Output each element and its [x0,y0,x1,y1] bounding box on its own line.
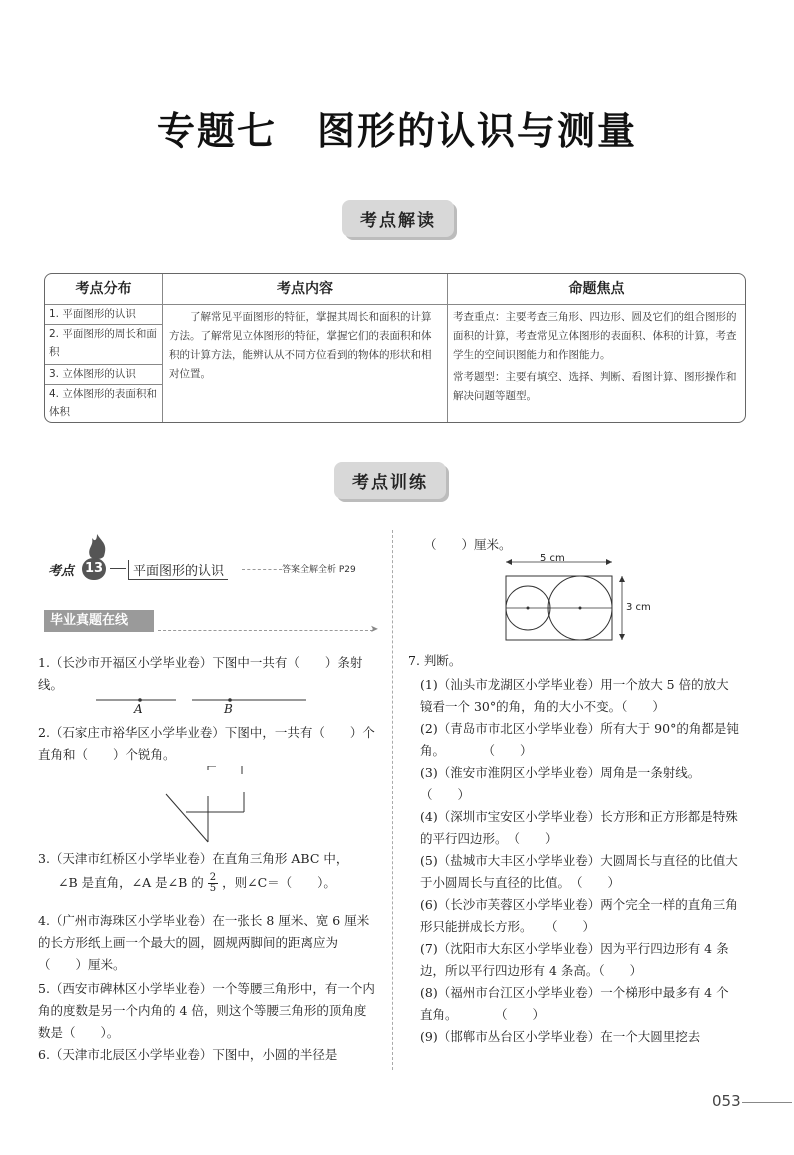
fraction [208,873,218,894]
kaodian-topic: 平面图形的认识 [128,560,228,580]
title-part1: 专题七 [156,109,277,153]
col1-item: 4. 立体图形的表面积和体积 [49,388,157,418]
col1-header: 考点分布 [45,274,162,305]
page-number: 053 [712,1092,741,1110]
question-3 [38,848,378,894]
question-3-text-b: ，则∠C＝（ ）。 [222,875,336,890]
judgment-item: (8)（福州市台江区小学毕业卷）一个梯形中最多有 4 个直角。 （ ） [420,985,729,1022]
col3-header: 命题焦点 [448,274,745,305]
connector-line [110,568,126,569]
question-5: 5.（西安市碑林区小学毕业卷）一个等腰三角形中，有一个内角的度数是另一个内角的 4 倍，则这个等腰三角形的顶角度数是（ ）。 [38,981,375,1040]
question-7: 7. 判断。 [408,653,462,668]
judgment-item: (7)（沈阳市大东区小学毕业卷）因为平行四边形有 4 条边，所以平行四边形有 4 条高。（ ） [420,941,729,978]
col3-question-types: 常考题型：主要有填空、选择、判断、看图计算、图形操作和解决问题等题型。 [453,371,737,402]
col3-focus: 考查重点：主要考查三角形、四边形、圆及它们的组合图形的面积的计算，考查常见立体图形的表面积、体积的计算，考查学生的空间识图能力和作图能力。 [453,311,737,361]
question-4: 4.（广州市海珠区小学毕业卷）在一张长 8 厘米、宽 6 厘米的长方形纸上画一个最大的圆，圆规两脚间的距离应为（ ）厘米。 [38,913,370,972]
judgment-item: (5)（盐城市大丰区小学毕业卷）大圆周长与直径的比值大于小圆周长与直径的比值。 （ ） [420,853,738,890]
page-number-rule [742,1102,792,1103]
judgment-item: (3)（淮安市淮阴区小学毕业卷）周角是一条射线。 （ ） [420,765,794,802]
judgment-item: (4)（深圳市宝安区小学毕业卷）长方形和正方形都是特殊的平行四边形。 （ ） [420,809,738,846]
angle-figure [160,766,260,846]
divider [162,274,163,422]
section-underline [158,630,373,631]
judgment-item: (9)（邯郸市丛台区小学毕业卷）在一个大圆里挖去 [420,1029,701,1044]
divider [447,274,448,422]
banner-interpretation: 考点解读 [342,200,454,237]
question-3-line2 [38,872,378,894]
question-3-line1: 3.（天津市红桥区小学毕业卷）在直角三角形 ABC 中， [38,851,349,866]
fraction-numerator: 2 [209,872,217,883]
question-2: 2.（石家庄市裕华区小学毕业卷）下图中，一共有（ ）个直角和（ ）个锐角。 [38,725,375,762]
question-6-continued: （ ）厘米。 [424,537,512,552]
column-divider [392,530,393,1070]
judgment-item: (1)（汕头市龙湖区小学毕业卷）用一个放大 5 倍的放大镜看一个 30°的角，角的大小不变。（ ） [420,677,729,714]
judgment-item: (6)（长沙市芙蓉区小学毕业卷）两个完全一样的直角三角形只能拼成长方形。 （ ） [420,897,738,934]
question-3-text-a: ∠B 是直角，∠A 是∠B 的 [58,875,204,890]
exam-point-table [44,273,746,423]
banner-training: 考点训练 [334,462,446,499]
kaodian-label: 考点 [48,564,75,579]
judgment-item: (2)（青岛市市北区小学毕业卷）所有大于 90°的角都是钝角。 （ ） [420,721,739,758]
dash-connector [242,569,282,570]
ray-figure [96,692,316,718]
fraction-denominator: 5 [209,883,217,894]
col1-item: 3. 立体图形的认识 [45,365,162,385]
point-b-label: B [224,702,233,716]
kaodian-strip [44,558,384,582]
col1-item: 2. 平面图形的周长和面积 [45,325,162,365]
col1-item: 1. 平面图形的认识 [45,305,162,325]
question-6: 6.（天津市北辰区小学毕业卷）下图中，小圆的半径是 [38,1047,338,1062]
kaodian-number: 13 [82,558,106,580]
judgment-list [420,674,794,1048]
width-label: 5 cm [540,553,565,564]
col2-content: 了解常见平面图形的特征，掌握其周长和面积的计算方法。了解常见立体图形的特征，掌握它们的表面积和体积的计算方法，能辨认从不同方位看到的物体的形状和相对位置。 [169,311,432,380]
col2-header: 考点内容 [163,274,447,305]
section-title: 毕业真题在线 [44,610,154,632]
height-label: 3 cm [626,602,651,613]
point-a-label: A [134,702,143,716]
arrow-icon: ➤ [370,624,379,635]
question-1: 1.（长沙市开福区小学毕业卷）下图中一共有（ ）条射线。 [38,655,363,692]
answer-reference: 答案全解全析 P29 [282,565,356,575]
page-title [0,100,794,155]
title-part2: 图形的认识与测量 [317,109,638,153]
